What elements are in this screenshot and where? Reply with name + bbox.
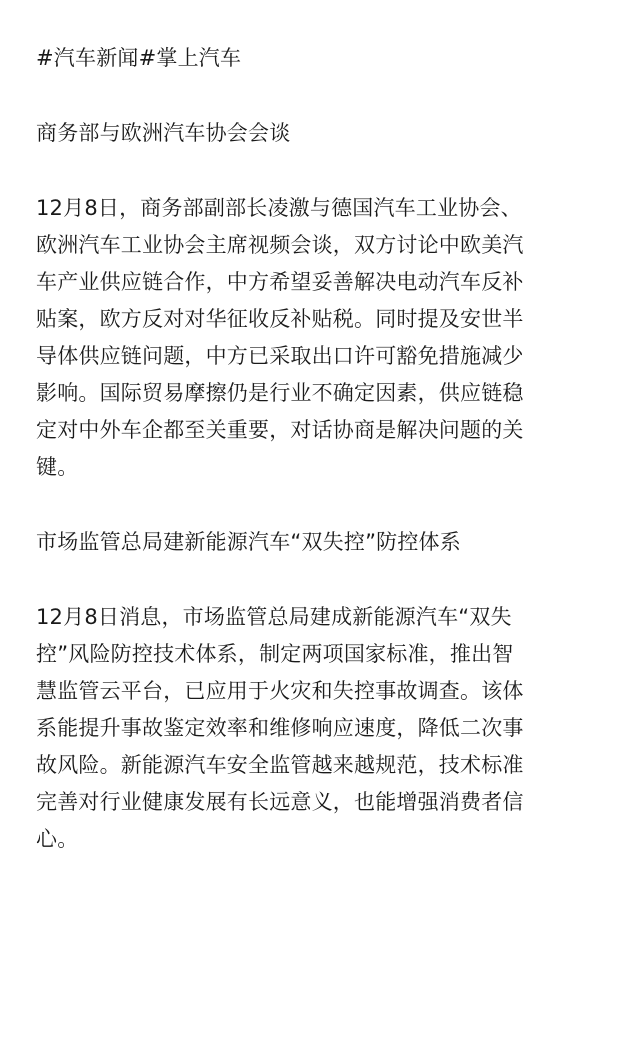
section-1-heading: 商务部与欧洲汽车协会会谈 <box>36 121 291 145</box>
hashtag-line: #汽车新闻#掌上汽车 <box>36 46 242 70</box>
body-line: 键。 <box>36 455 79 479</box>
body-line: 心。 <box>36 827 79 851</box>
section-2-heading: 市场监管总局建新能源汽车“双失控”防控体系 <box>36 530 461 554</box>
body-line: 慧监管云平台，已应用于火灾和失控事故调查。该体 <box>36 679 524 703</box>
body-line: 控”风险防控技术体系，制定两项国家标准，推出智 <box>36 642 514 666</box>
body-line: 定对中外车企都至关重要，对话协商是解决问题的关 <box>36 418 524 442</box>
body-line: 12月8日消息，市场监管总局建成新能源汽车“双失 <box>36 605 512 629</box>
section-1-body <box>36 190 600 486</box>
section-2-body <box>36 599 600 858</box>
body-line: 导体供应链问题，中方已采取出口许可豁免措施减少 <box>36 344 524 368</box>
body-line: 故风险。新能源汽车安全监管越来越规范，技术标准 <box>36 753 524 777</box>
body-line: 欧洲汽车工业协会主席视频会谈，双方讨论中欧美汽 <box>36 233 524 257</box>
body-line: 车产业供应链合作，中方希望妥善解决电动汽车反补 <box>36 270 524 294</box>
body-line: 贴案，欧方反对对华征收反补贴税。同时提及安世半 <box>36 307 524 331</box>
body-line: 影响。国际贸易摩擦仍是行业不确定因素，供应链稳 <box>36 381 524 405</box>
body-line: 完善对行业健康发展有长远意义，也能增强消费者信 <box>36 790 524 814</box>
body-line: 12月8日，商务部副部长凌激与德国汽车工业协会、 <box>36 196 522 220</box>
body-line: 系能提升事故鉴定效率和维修响应速度，降低二次事 <box>36 716 524 740</box>
